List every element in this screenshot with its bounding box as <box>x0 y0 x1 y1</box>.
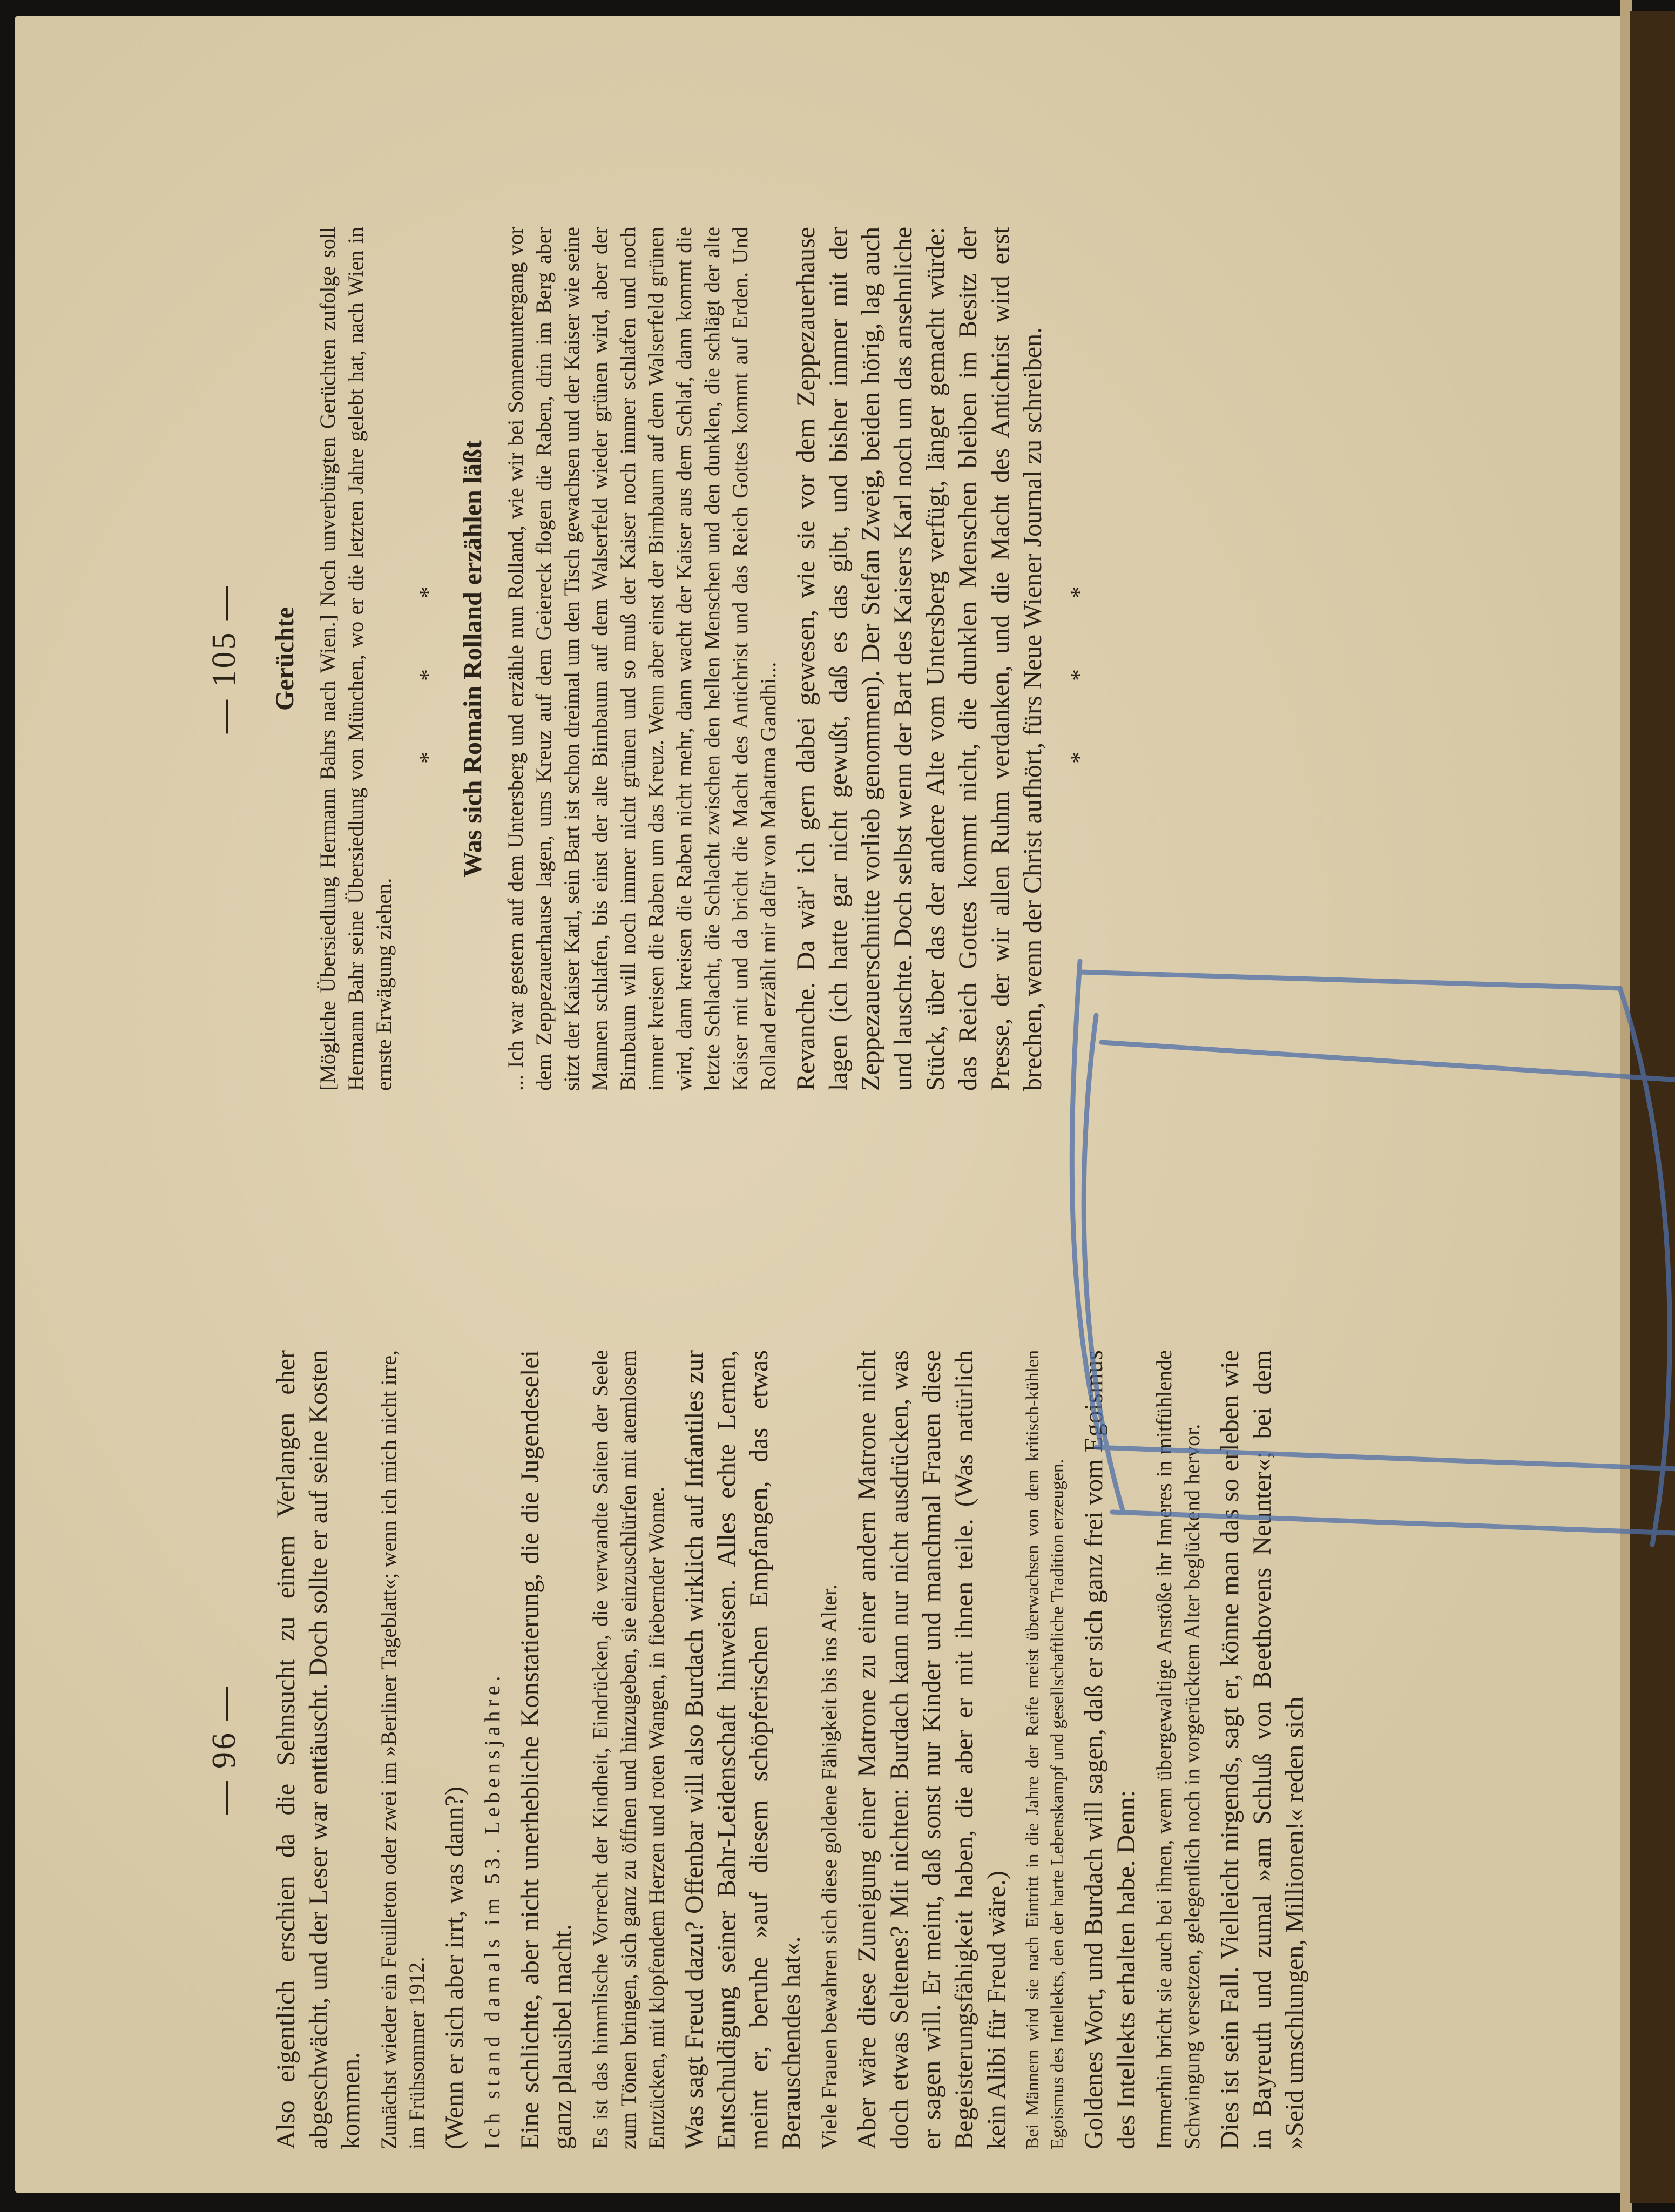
rotated-spread <box>205 227 1598 2149</box>
left-paragraph-8: Viele Frauen bewahren sich diese goldene Fähigkeit bis ins Alter. <box>817 1584 841 2149</box>
left-paragraph-7: Was sagt Freud dazu? Offenbar will also Burdach wirklich auf Infantiles zur Entschuldigung seiner Bahr-Leidenschaft hinweisen. Alles echte Lernen, meint er, beruhe »auf diesem schöpferischen Empfangen, das etwas Berauschendes hat«. <box>680 1350 806 2149</box>
section-divider-1: * * * <box>415 554 441 764</box>
left-paragraph-12: Immerhin bricht sie auch bei ihnen, wenn übergewaltige Anstöße ihr Inneres in mitfühlende Schwingung versetzen, gelegentlich noch in vorgerücktem Alter beglückend hervor. <box>1152 1350 1204 2149</box>
left-paragraph-13: Dies ist sein Fall. Vielleicht nirgends, sagt er, könne man das so erleben wie in Bayreuth und zumal »am Schluß von Beethovens Neunter«; bei dem »Seid umschlungen, Millionen!« reden sich <box>1215 1350 1309 2149</box>
section-divider-2: * * * <box>1066 554 1092 764</box>
right-paragraph-2: ... Ich war gestern auf dem Untersberg und erzähle nun Rolland, wie wir bei Sonnenuntergang vor dem Zeppezauerhause lagen, ums Kreuz auf dem Geiereck flogen die Raben, drin im Berg aber sitzt der Kaiser Karl, sein Bart ist schon dreimal um den Tisch gewachsen und der Kaiser wie seine Mannen schlafen, bis einst der alte Birnbaum auf dem Walserfeld wieder grünen wird, aber der Birnbaum will noch immer nicht grünen und so muß der Kaiser noch immer schlafen und noch immer kreisen die Raben um das Kreuz. Wenn aber einst der Birnbaum auf dem Walserfeld grünen wird, dann kreisen die Raben nicht mehr, dann wacht der Kaiser aus dem Schlaf, dann kommt die letzte Schlacht, die Schlacht zwischen den hellen Menschen und den dunklen, die schlägt der alte Kaiser mit und da bricht die Macht des Antichrist und das Reich Gottes kommt auf Erden. Und Rolland erzählt mir dafür von Mahatma Gandhi... <box>503 227 780 1091</box>
heading-geruechte: Gerüchte <box>271 607 299 711</box>
left-paragraph-1: Also eigentlich erschien da die Sehnsucht zu einem Verlangen eher abgeschwächt, und der Leser war enttäuscht. Doch sollte er auf seine Kosten kommen. <box>272 1350 365 2149</box>
pencil-mark-icon <box>1015 799 1675 1609</box>
heading-romain-rolland: Was sich Romain Rolland erzählen läßt <box>458 440 487 878</box>
right-paragraph-1: [Mögliche Übersiedlung Hermann Bahrs nach Wien.] Noch unverbürgten Gerüchten zufolge soll Hermann Bahr seine Übersiedlung von München, wo er die letzten Jahre gelebt hat, nach Wien in ernste Erwägung ziehen. <box>315 227 396 1091</box>
left-paragraph-5: Eine schlichte, aber nicht unerhebliche Konstatierung, die die Jugendeselei ganz plausibel macht. <box>516 1350 577 2149</box>
left-paragraph-9: Aber wäre diese Zuneigung einer Matrone zu einer andern Matrone nicht doch etwas Seltenes? Mit nichten: Burdach kann nur nicht ausdrücken, was er sagen will. Er meint, daß sonst nur Kinder und manchmal Frauen diese Begeisterungsfähigkeit haben, die aber er mit ihnen teile. (Was natürlich kein Alibi für Freud wäre.) <box>853 1350 1011 2149</box>
left-paragraph-10: Bei Männern wird sie nach Eintritt in die Jahre der Reife meist überwachsen von dem kritisch-kühlen Egoismus des Intellekts, den der harte Lebenskampf und gesellschaftliche Tradition erzeugen. <box>1023 1350 1068 2149</box>
right-paragraph-3: Revanche. Da wär' ich gern dabei gewesen, wie sie vor dem Zeppezauerhause lagen (ich hatte gar nicht gewußt, daß es das gibt, und bisher immer mit der Zeppezauerschnitte vorlieb genommen). Der Stefan Zweig, beiden hörig, lag auch und lauschte. Doch selbst wenn der Bart des Kaisers Karl noch um das ansehnliche Stück, über das der andere Alte vom Untersberg verfügt, länger gemacht würde: das Reich Gottes kommt nicht, die dunklen Menschen bleiben im Besitz der Presse, der wir allen Ruhm verdanken, und die Macht des Antichrist wird erst brechen, wenn der Christ aufhört, fürs Neue Wiener Journal zu schreiben. <box>792 227 1047 1091</box>
left-paragraph-6: Es ist das himmlische Vorrecht der Kindheit, Eindrücken, die verwandte Saiten der Seele zum Tönen bringen, sich ganz zu öffnen und hinzugeben, sie einzuschlürfen mit atemlosem Entzücken, mit klopfendem Herzen und roten Wangen, in fiebernder Wonne. <box>588 1350 668 2149</box>
left-paragraph-3: (Wenn er sich aber irrt, was dann?) <box>440 1786 469 2149</box>
left-page-number: — 96 — <box>206 1684 242 1815</box>
left-paragraph-2: Zunächst wieder ein Feuilleton oder zwei im »Berliner Tageblatt«; wenn ich mich nicht irre, im Frühsommer 1912. <box>376 1350 429 2149</box>
left-paragraph-11: Goldenes Wort, und Burdach will sagen, daß er sich ganz frei vom Egoismus des Intellekts erhalten habe. Denn: <box>1079 1350 1140 2149</box>
left-paragraph-4: Ich stand damals im 53. Lebensjahre. <box>480 1671 504 2149</box>
right-page-number: — 105 — <box>206 584 242 733</box>
